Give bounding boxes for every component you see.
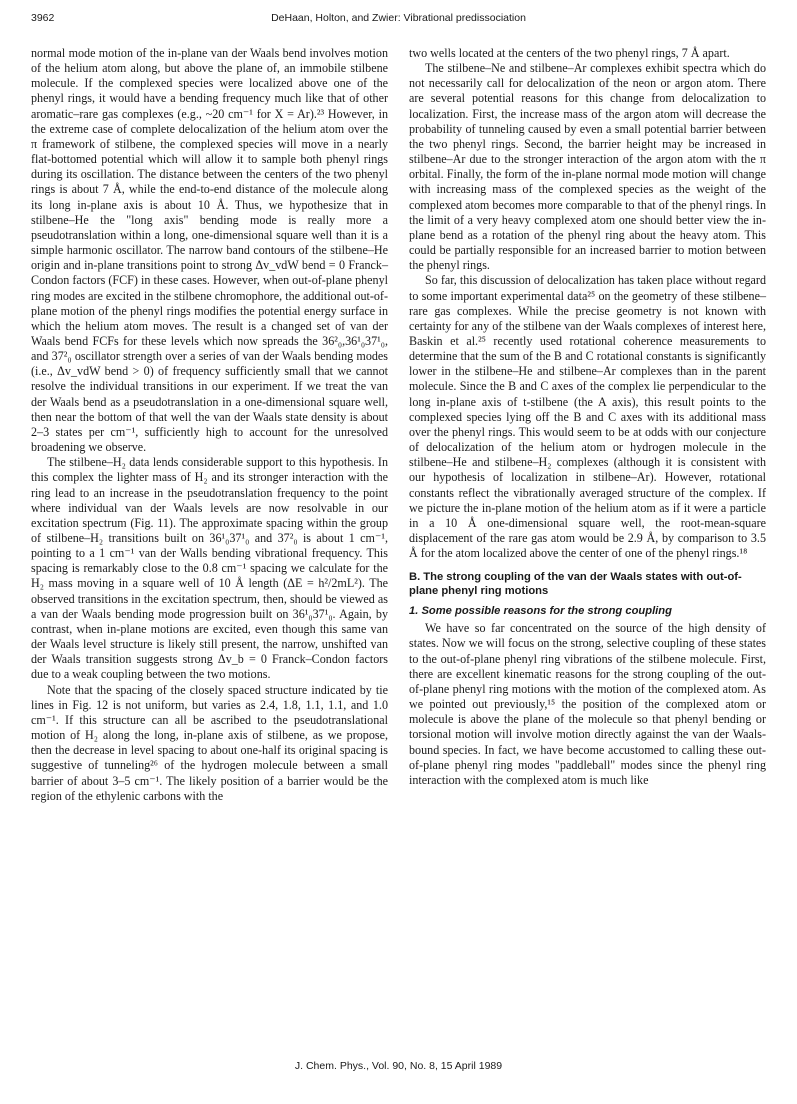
left-column bbox=[31, 46, 388, 804]
paragraph: We have so far concentrated on the source of the high density of states. Now we will focus on the strong, selective coupling of these states to the out-of-plane phenyl ring vibrations of the stilbene molecule. First, there are excellent kinematic reasons for the strong coupling of the out-of-plane phenyl ring motions with the motion of the complexed atom. As we pointed out previously,¹⁵ the position of the complexed atom or molecule is above the plane of the molecule so that phenyl bending or torsional motion will involve motion directly against the van der Waals-bound species. In fact, we have become accustomed to calling these out-of-plane phenyl ring modes "paddleball" modes since the phenyl ring interaction with the complexed atom is much like bbox=[409, 621, 766, 787]
right-column bbox=[409, 46, 766, 788]
subsection-heading: 1. Some possible reasons for the strong coupling bbox=[409, 605, 672, 618]
page-header bbox=[31, 12, 766, 30]
paragraph: two wells located at the centers of the two phenyl rings, 7 Å apart. bbox=[409, 46, 730, 60]
running-head: DeHaan, Holton, and Zwier: Vibrational predissociation bbox=[271, 12, 526, 24]
journal-footer: J. Chem. Phys., Vol. 90, No. 8, 15 April 1989 bbox=[294, 1060, 503, 1072]
page-number: 3962 bbox=[31, 12, 55, 24]
paragraph: So far, this discussion of delocalization has taken place without regard to some important experimental data²⁵ on the geometry of these stilbene–rare gas complexes. While the precise geometry is not known with certainty for any of the stilbene van der Waals complexes of interest here, Baskin et al.²⁵ recently used rotational coherence measurements to determine that the sum of the B and C rotational constants is significantly lower in the stilbene–He and stilbene–Ar complexes than in the parent molecule. Since the B and C axes of the complex lie perpendicular to the long in-plane axis of t-stilbene (the A axis), this result points to the complexed species lying off the B and C axes with its additional mass over the phenyl rings. This would seem to be at odds with our conjecture of delocalization of the helium atom or hydrogen molecule in the stilbene–He and stilbene–H₂ complexes (although it is consistent with our hypothesis of localization in stilbene–Ar). However, rotational constants reflect the vibrationally averaged structure of the complex. If we picture the in-plane motion of the helium atom as if it were a particle in a 10 Å one-dimensional square well, the root-mean-square displacement of the rare gas atom would be 2.9 Å, by comparison to 3.5 Å for the atom localized above the center of one of the phenyl rings.¹⁸ bbox=[409, 273, 766, 561]
paragraph: normal mode motion of the in-plane van der Waals bend involves motion of the helium atom along, but above the plane of, an immobile stilbene molecule. If the complexed species were localized above one of the phenyl rings, it would have a bending frequency much like that of other aromatic–rare gas complexes (e.g., ~20 cm⁻¹ for X = Ar).²³ However, in the extreme case of complete delocalization of the helium atom over the π framework of stilbene, the complexed species will move in a nearly flat-bottomed potential which will allow it to sample both phenyl rings during its oscillation. The distance between the centers of the two phenyl rings is about 7 Å, while the end-to-end distance of the molecule along its long in-plane axis is about 10 Å. Thus, we hypothesize that in stilbene–He the "long axis" bending mode is really more a pseudotranslation within a long, one-dimensional square well than it is a simple harmonic oscillator. The narrow band contours of the stilbene–He origin and in-plane transitions point to strong Δv_vdW bend = 0 Franck–Condon factors (FCF) in these cases. However, when out-of-plane phenyl ring modes are excited in the stilbene chromophore, the additional out-of-plane motion of the phenyl rings modifies the potential energy surface in which the helium atom moves. The result is a changed set of van der Waals bend FCFs for these levels which now spreads the 36²₀,36¹₀37¹₀, and 37²₀ oscillator strength over a series of van der Waals bending modes (i.e., Δv_vdW bend > 0) of frequency sufficiently small that we cannot resolve the individual transitions in our experiment. If we treat the van der Waals bend as a pseudotranslation in a one-dimensional square well, then near the bottom of that well the van der Waals state density is about 2–3 states per cm⁻¹, sufficiently high to account for the unresolved broadening we observe. bbox=[31, 46, 388, 455]
paragraph: The stilbene–H₂ data lends considerable support to this hypothesis. In this complex the lighter mass of H₂ and its stronger interaction with the ring lead to an increase in the pseudotranslation frequency to the point where individual van der Waals levels are now resolvable in our excitation spectrum (Fig. 11). The approximate spacing within the group of stilbene–H₂ transitions built on 36¹₀37¹₀ and 37²₀ is about 1 cm⁻¹, pointing to a 1 cm⁻¹ van der Walls bending vibrational frequency. This spacing is remarkably close to the 0.8 cm⁻¹ spacing we calculate for the H₂ mass moving in a square well of 10 Å length (ΔE = h²/2mL²). The observed transitions in the excitation spectrum, then, should be viewed as a van der Waals bending mode progression built on 36¹₀37¹₀. Again, by contrast, when in-plane motions are excited, even though this same van der Waals level structure is likely still present, the narrow, unshifted van der Waals transition suggests strong Δv_b = 0 Franck–Condon factors due to a weak coupling between the two motions. bbox=[31, 455, 388, 682]
paragraph: The stilbene–Ne and stilbene–Ar complexes exhibit spectra which do not necessarily call for delocalization of the neon or argon atom. There are several potential reasons for this change from delocalization to localization. First, the increase mass of the argon atom will decrease the probability of tunneling caused by even a small potential barrier between the two phenyl rings. Second, the barrier height may be increased in stilbene–Ar due to the stronger interaction of the argon atom with the π orbital. Finally, the form of the in-plane normal mode motion will change with increasing mass of the complexed species as the weight of the complexed atom becomes more comparable to that of the phenyl rings. In the limit of a very heavy complexed atom one should better view the in-plane bend as a rotation of the phenyl ring about the heavy atom. This could be partially responsible for an increased barrier to motion between the phenyl rings. bbox=[409, 61, 766, 273]
section-heading: B. The strong coupling of the van der Waals states with out-of-plane phenyl ring motions bbox=[409, 571, 742, 598]
paragraph: Note that the spacing of the closely spaced structure indicated by tie lines in Fig. 12 is not uniform, but varies as 2.4, 1.8, 1.1, 1.1, and 1.0 cm⁻¹. If this structure can all be ascribed to the pseudotranslational motion of H₂ along the long, in-plane axis of stilbene, as we propose, then the decrease in level spacing to about one-half its original spacing is suggestive of tunneling²⁶ of the hydrogen molecule between a small barrier of about 3–5 cm⁻¹. The likely position of a barrier would be the region of the ethylenic carbons with the bbox=[31, 682, 388, 803]
